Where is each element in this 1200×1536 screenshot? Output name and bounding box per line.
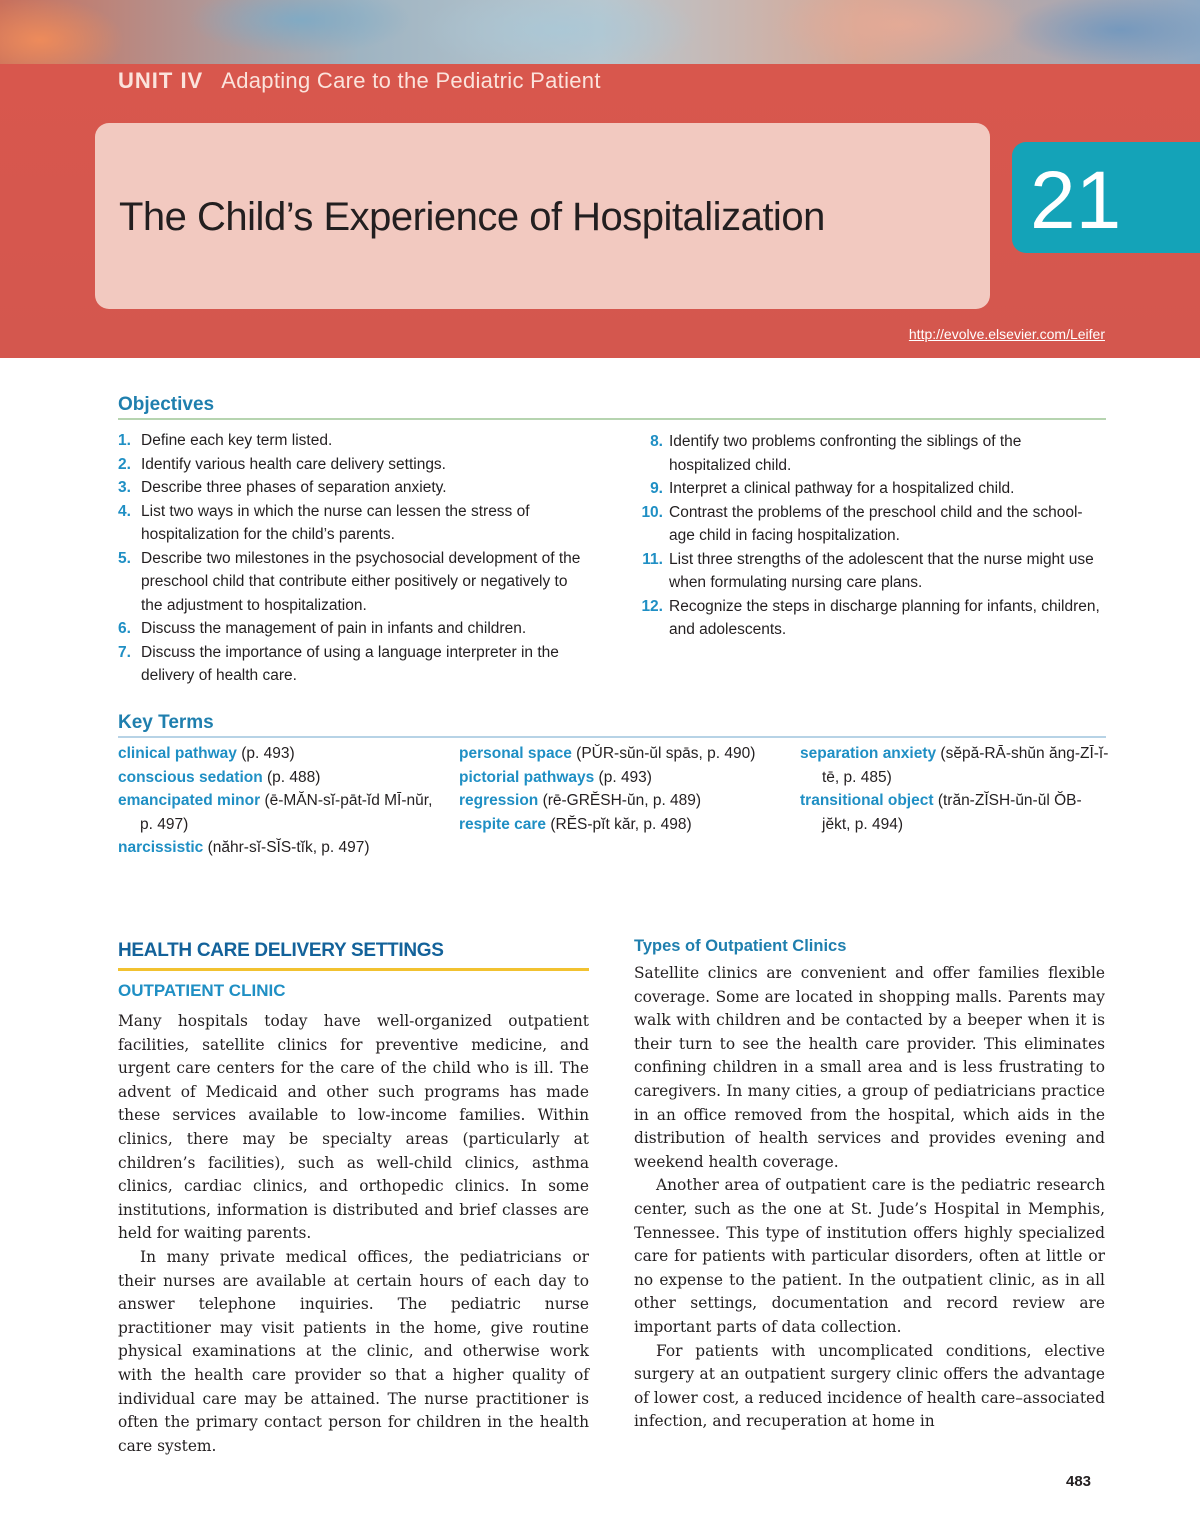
key-terms-column-2	[459, 742, 769, 836]
section-heading-health-care-delivery: HEALTH CARE DELIVERY SETTINGS	[118, 940, 444, 961]
objective-item	[636, 430, 1106, 477]
key-term: clinical pathway	[118, 745, 237, 762]
objectives-heading: Objectives	[118, 394, 215, 415]
objective-item	[118, 617, 588, 641]
objective-item	[636, 548, 1106, 595]
objective-number: 6.	[118, 620, 131, 637]
key-term-pronunciation: (p. 493)	[241, 745, 295, 762]
objective-text: Identify various health care delivery settings.	[141, 455, 446, 473]
key-term-entry	[459, 742, 769, 766]
chapter-number: 21	[1030, 155, 1122, 246]
key-term: pictorial pathways	[459, 768, 595, 786]
key-term-pronunciation: (sĕpă-RĀ-shŭn ăng-ZĪ-ĭ-tē, p. 485)	[822, 745, 1109, 786]
objectives-rule	[118, 418, 1106, 420]
objective-text: Interpret a clinical pathway for a hospitalized child.	[669, 480, 1015, 497]
key-terms-rule	[118, 736, 1106, 738]
key-term-entry	[459, 789, 769, 813]
objective-text: Identify two problems confronting the siblings of the hospitalized child.	[669, 433, 1022, 474]
objective-text: List three strengths of the adolescent that the nurse might use when formulating nursing care plans.	[669, 550, 1094, 591]
key-term-entry	[118, 789, 438, 836]
header-photo-strip	[0, 0, 1200, 64]
key-term: transitional object	[800, 792, 934, 809]
key-term-entry	[118, 766, 438, 790]
key-term: emancipated minor	[118, 792, 261, 809]
key-term-pronunciation: (năhr-sĭ-SĬS-tĭk, p. 497)	[207, 839, 370, 856]
key-terms-heading: Key Terms	[118, 712, 214, 733]
objective-item	[118, 429, 588, 453]
objective-item	[118, 547, 588, 618]
objective-item	[118, 641, 588, 688]
objective-text: Describe three phases of separation anxiety.	[141, 479, 447, 496]
objective-number: 10.	[641, 503, 663, 521]
page-number: 483	[1066, 1473, 1092, 1490]
evolve-link[interactable]: http://evolve.elsevier.com/Leifer	[908, 326, 1105, 342]
unit-title: Adapting Care to the Pediatric Patient	[221, 68, 601, 93]
objective-number: 12.	[641, 597, 663, 615]
key-term-pronunciation: (p. 488)	[267, 768, 321, 786]
objective-text: Define each key term listed.	[141, 432, 333, 449]
body-column-right	[634, 962, 1105, 1434]
objective-number: 9.	[650, 480, 663, 497]
body-paragraph: Many hospitals today have well-organized outpatient facilities, satellite clinics for preventive medicine, and urgent care centers for the care of the child who is ill. The advent of Medicaid and other such programs has made these services available to low-income families. Within clinics, there may be specialty areas (particularly at children’s facilities), such as well-child clinics, asthma clinics, cardiac clinics, and orthopedic clinics. In some institutions, information is distributed and brief classes are held for waiting parents.	[118, 1012, 589, 1243]
key-term: regression	[459, 792, 539, 809]
objectives-list-right	[636, 430, 1106, 642]
objective-item	[636, 477, 1106, 501]
objective-text: Contrast the problems of the preschool child and the school-age child in facing hospitalization.	[669, 503, 1083, 544]
section-heading-rule	[118, 968, 589, 971]
objective-number: 7.	[118, 643, 131, 661]
subheading-outpatient-clinic: OUTPATIENT CLINIC	[118, 981, 286, 1000]
key-term-entry	[118, 742, 438, 766]
body-paragraph: For patients with uncomplicated conditions, elective surgery at an outpatient surgery clinic offers the advantage of lower cost, a reduced incidence of health care–associated infection, and recuperation at home in	[634, 1341, 1105, 1431]
chapter-header-band	[0, 0, 1200, 358]
key-term-entry	[118, 836, 438, 860]
objective-item	[636, 595, 1106, 642]
key-term: personal space	[459, 745, 572, 762]
objective-text: List two ways in which the nurse can lessen the stress of hospitalization for the child’s parents.	[141, 502, 530, 543]
subheading-types-of-clinics: Types of Outpatient Clinics	[634, 937, 847, 955]
key-term-pronunciation: (RĔS-pĭt kăr, p. 498)	[550, 815, 692, 833]
objective-number: 2.	[118, 455, 131, 473]
key-term-entry	[459, 766, 769, 790]
key-term-entry	[459, 813, 769, 837]
body-paragraph: Another area of outpatient care is the pediatric research center, such as the one at St. Jude’s Hospital in Memphis, Tennessee. This type of institution offers highly specialized care for patients with particular disorders, often at little or no expense to the patient. In the outpatient clinic, as in all other settings, documentation and record review are important parts of data collection.	[634, 1176, 1105, 1336]
objective-number: 3.	[118, 479, 131, 496]
key-term: separation anxiety	[800, 745, 937, 762]
key-terms-column-1	[118, 742, 438, 860]
key-term-pronunciation: (trăn-ZĬSH-ŭn-ŭl ŎB-jĕkt, p. 494)	[822, 792, 1082, 833]
objective-text: Describe two milestones in the psychosocial development of the preschool child that contribute either positively or negatively to the adjustment to hospitalization.	[141, 549, 581, 614]
key-term-pronunciation: (rē-GRĔSH-ŭn, p. 489)	[542, 792, 702, 809]
objectives-list-left	[118, 429, 588, 688]
objective-text: Discuss the importance of using a language interpreter in the delivery of health care.	[141, 643, 559, 684]
body-paragraph: Satellite clinics are convenient and offer families flexible coverage. Some are located in shopping malls. Parents may walk with children and be contacted by a beeper when it is their turn to see the health care provider. This eliminates confining children in a small area and is less frustrating to caregivers. In many cities, a group of pediatricians practice in an office removed from the hospital, which aids in the distribution of health services and provides evening and weekend health coverage.	[634, 964, 1105, 1171]
chapter-title-card	[95, 123, 990, 309]
objective-item	[118, 476, 588, 500]
unit-label	[118, 68, 601, 94]
key-term: conscious sedation	[118, 768, 263, 786]
key-term-pronunciation: (ē-MĂN-sĭ-pāt-ĭd MĪ-nŭr, p. 497)	[140, 792, 433, 833]
body-paragraph: In many private medical offices, the pediatricians or their nurses are available at certain hours of each day to answer telephone inquiries. The pediatric nurse practitioner may visit patients in the home, give routine physical examinations at the clinic, and otherwise work with the health care provider so that a higher quality of individual care may be attained. The nurse practitioner is often the primary contact person for children in the health care system.	[118, 1247, 589, 1455]
key-term: respite care	[459, 815, 547, 833]
key-term-pronunciation: (p. 493)	[598, 768, 652, 786]
key-term: narcissistic	[118, 839, 204, 856]
objective-item	[118, 453, 588, 477]
objective-number: 1.	[118, 432, 131, 449]
objective-item	[636, 501, 1106, 548]
objective-text: Recognize the steps in discharge planning for infants, children, and adolescents.	[669, 597, 1100, 638]
chapter-title: The Child’s Experience of Hospitalization	[119, 195, 825, 239]
key-term-entry	[800, 789, 1110, 836]
objective-number: 8.	[650, 433, 663, 450]
key-terms-column-3	[800, 742, 1110, 836]
objective-item	[118, 500, 588, 547]
objective-number: 5.	[118, 549, 131, 567]
objective-number: 4.	[118, 502, 131, 520]
key-term-entry	[800, 742, 1110, 789]
objective-text: Discuss the management of pain in infants and children.	[141, 620, 527, 637]
objective-number: 11.	[642, 550, 663, 568]
body-column-left	[118, 1010, 589, 1458]
unit-number: UNIT IV	[118, 68, 204, 93]
key-term-pronunciation: (PŬR-sŭn-ŭl spās, p. 490)	[576, 745, 756, 762]
